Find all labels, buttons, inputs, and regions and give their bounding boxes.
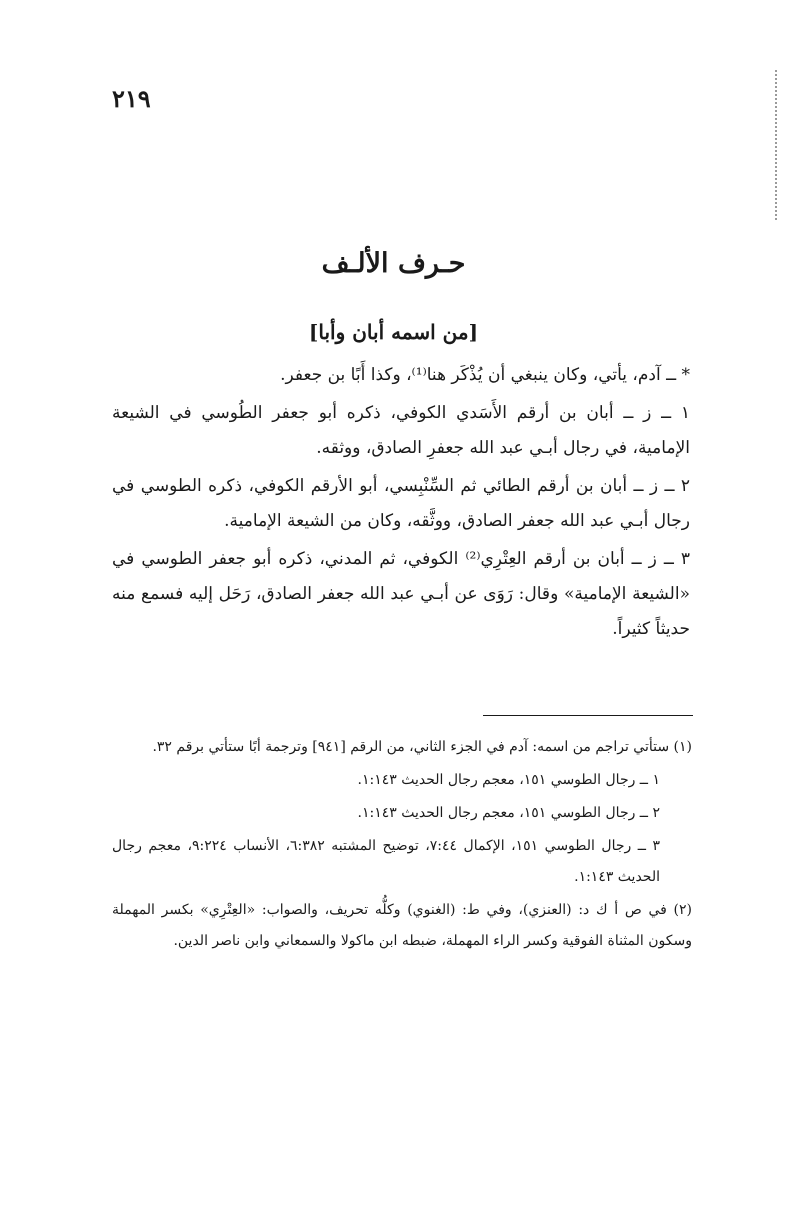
footnote: (٢) في ص أ ك د: (العنزي)، وفي ط: (الغنوي) وكلُّه تحريف، والصواب: «العِتْرِي» بكسر المهملة وسكون المثناة الفوقية وكسر الراء المهملة، ضبطه ابن ماكولا والسمعاني وابن ناصر الدين. <box>112 902 692 949</box>
entry-paragraph: ٢ ــ ز ــ أبان بن أرقم الطائي ثم السِّنْبِسي، أبو الأرقم الكوفي، ذكره الطوسي في رجال أبـي عبد الله جعفر الصادق، ووثَّقه، وكان من الشيعة الإمامية. <box>112 476 690 531</box>
chapter-title: حـرف الألـف <box>321 248 466 279</box>
body-text <box>112 358 690 650</box>
section-heading: [من اسمه أبان وأبا] <box>308 320 479 344</box>
entry-paragraph: * ــ آدم، يأتي، وكان ينبغي أن يُذْكَر هنا⁽¹⁾، وكذا أَبًا بن جعفر. <box>280 365 690 385</box>
entry-paragraph: ١ ــ ز ــ أبان بن أرقم الأَسَدي الكوفي، ذكره أبو جعفر الطُوسي في الشيعة الإمامية، في رجال أبـي عبد الله جعفرِ الصادق، ووثقه. <box>112 403 690 458</box>
page-edge-marks <box>773 70 777 220</box>
footnote: ٢ ــ رجال الطوسي ١٥١، معجم رجال الحديث ١:١٤٣. <box>357 805 660 821</box>
footnote: ١ ــ رجال الطوسي ١٥١، معجم رجال الحديث ١:١٤٣. <box>357 772 660 788</box>
footnote: ٣ ــ رجال الطوسي ١٥١، الإكمال ٧:٤٤، توضيح المشتبه ٦:٣٨٢، الأنساب ٩:٢٢٤، معجم رجال الحديث ١:١٤٣. <box>112 838 660 885</box>
footnote-divider <box>483 715 693 716</box>
page-number: ٢١٩ <box>112 84 151 113</box>
entry-paragraph: ٣ ــ ز ــ أبان بن أرقم العِتْرِي⁽²⁾ الكوفي، ثم المدني، ذكره أبو جعفر الطوسي في «الشيعة الإمامية» وقال: رَوَى عن أبـي عبد الله جعفر الصادق، رَحَل إليه فسمع منه حديثاً كثيراً. <box>112 549 690 639</box>
footnotes <box>112 732 692 959</box>
footnote: (١) ستأتي تراجم من اسمه: آدم في الجزء الثاني، من الرقم [٩٤١] وترجمة أبًا ستأتي برقم ٣٢. <box>152 739 692 755</box>
